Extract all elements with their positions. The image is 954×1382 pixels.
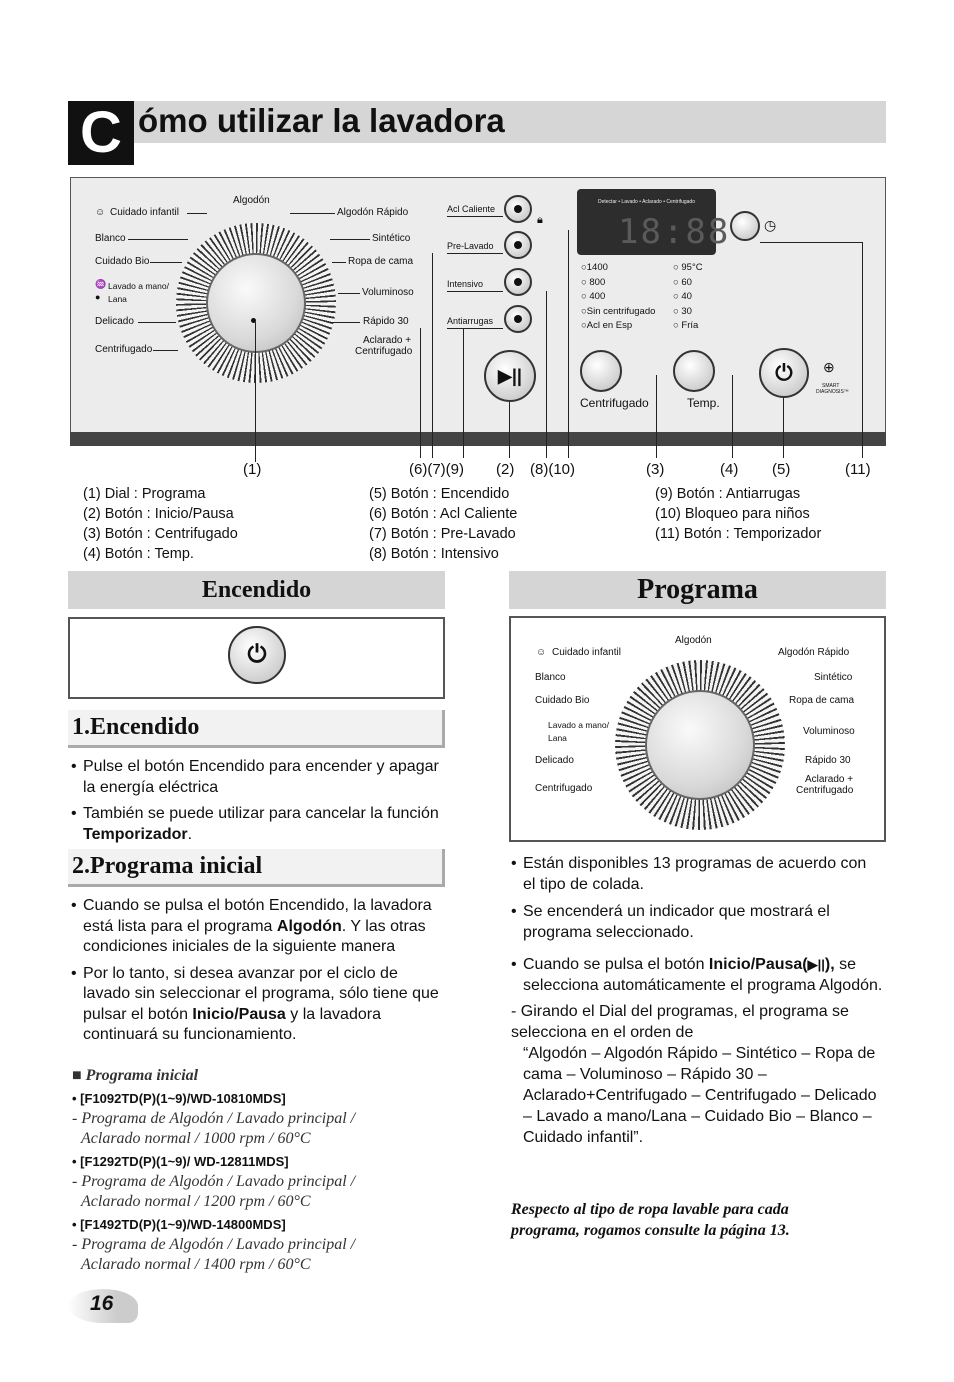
- bullet: • Pulse el botón Encendido para encender y apagar la energía eléctrica: [71, 757, 441, 798]
- temp-options: [673, 261, 703, 334]
- spin-button[interactable]: [580, 350, 622, 392]
- spin-option: ○ 800: [581, 276, 606, 288]
- callout-line: [420, 328, 421, 458]
- page-number: 16: [90, 1292, 114, 1315]
- legend-item: (8) Botón : Intensivo: [369, 546, 499, 562]
- callout-5: (5): [772, 461, 791, 478]
- legend-item: (9) Botón : Antiarrugas: [655, 486, 801, 502]
- note-text: Respecto al tipo de ropa lavable para cada programa, rogamos consulte la página 13.: [511, 1201, 790, 1239]
- leader-line: [290, 213, 335, 214]
- spin-option: ○1400: [581, 262, 608, 273]
- dial2-label-left-0: Cuidado infantil: [552, 647, 621, 658]
- leader-line: [128, 239, 188, 240]
- dial-label-left-4: Lana: [108, 294, 127, 304]
- pre-lavado-button[interactable]: [504, 231, 532, 259]
- callout-line: [432, 253, 433, 458]
- leader-line: [447, 328, 503, 329]
- panel-shadow: [70, 432, 886, 446]
- callout-line: [656, 375, 657, 458]
- leader-line: [447, 216, 503, 217]
- power-button[interactable]: ⏻: [759, 348, 809, 398]
- legend-col-1: [83, 484, 238, 564]
- side-button-label-0: Acl Caliente: [447, 204, 496, 214]
- dial-label-right-5: Aclarado +: [363, 335, 412, 346]
- page-title: ómo utilizar la lavadora: [138, 102, 505, 139]
- model-name: • [F1492TD(P)(1~9)/WD-14800MDS]: [72, 1217, 286, 1232]
- callout-11: (11): [845, 461, 871, 478]
- callout-line: [732, 375, 733, 458]
- dial2-label-left-5: Delicado: [535, 755, 574, 766]
- legend-item: (3) Botón : Centrifugado: [83, 526, 238, 542]
- display-status-row: Detectar • Lavado • Aclarado • Centrifugado: [598, 199, 695, 205]
- bullet: • Se encenderá un indicador que mostrará el programa seleccionado.: [511, 902, 883, 943]
- model-name: • [F1292TD(P)(1~9)/ WD-12811MDS]: [72, 1154, 289, 1169]
- temp-option: ○ 30: [673, 305, 692, 317]
- subheading-encendido: 1.Encendido: [68, 710, 445, 748]
- legend-item: (4) Botón : Temp.: [83, 546, 194, 562]
- start-pause-button[interactable]: ▶||: [484, 350, 536, 402]
- section-programa-title: Programa: [509, 571, 886, 609]
- dial2-label-right-4: Rápido 30: [805, 755, 851, 766]
- callout-2: (2): [496, 461, 515, 478]
- antiarrugas-button[interactable]: [504, 305, 532, 333]
- spin-button-label: Centrifugado: [580, 396, 649, 410]
- bullet: • Por lo tanto, si desea avanzar por el ciclo de lavado sin seleccionar el programa, sólo tiene que pulsar el botón Inicio/Pausa y la lavadora continuará su funcionamiento.: [71, 964, 443, 1046]
- leader-line: [150, 262, 182, 263]
- bullet: • Cuando se pulsa el botón Inicio/Pausa(▶||), se selecciona automáticamente el programa Algodón.: [511, 955, 883, 996]
- programa-inicial-heading: ■ Programa inicial: [72, 1067, 199, 1084]
- leader-line: [447, 291, 503, 292]
- dial-label-left-1: Blanco: [95, 233, 126, 244]
- intensivo-button[interactable]: [504, 268, 532, 296]
- timer-button[interactable]: [730, 211, 760, 241]
- bullet: • También se puede utilizar para cancelar la función Temporizador.: [71, 804, 441, 845]
- callout-line: [509, 402, 510, 458]
- side-button-label-1: Pre-Lavado: [447, 241, 494, 251]
- model-line: Aclarado normal / 1200 rpm / 60°C: [81, 1193, 311, 1210]
- temp-option: ○ Fría: [673, 320, 699, 331]
- dial-label-left-2: Cuidado Bio: [95, 256, 150, 267]
- spin-option: ○Sin centrifugado: [581, 305, 656, 317]
- callout-1: (1): [243, 461, 262, 478]
- legend-item: (6) Botón : Acl Caliente: [369, 506, 518, 522]
- play-pause-icon: ▶||: [807, 957, 825, 972]
- callout-4: (4): [720, 461, 739, 478]
- legend-item: (7) Botón : Pre-Lavado: [369, 526, 516, 542]
- spin-option: ○ 400: [581, 291, 606, 302]
- dial-label-right-4: Rápido 30: [363, 316, 409, 327]
- side-button-label-3: Antiarrugas: [447, 316, 494, 326]
- leader-line: [255, 322, 256, 462]
- spin-options: [581, 261, 655, 334]
- dial-illustration: [645, 690, 755, 800]
- callout-line: [862, 242, 863, 458]
- dial2-label-right-0: Algodón Rápido: [778, 647, 850, 658]
- leader-line: [153, 350, 178, 351]
- title-initial: C: [68, 101, 134, 165]
- smart-diagnosis-icon: ⊕: [823, 359, 835, 375]
- callout-line: [760, 242, 862, 243]
- encendido-text: [71, 757, 441, 851]
- child-lock-icon: 🔒︎: [537, 214, 543, 226]
- dial2-label-right-2: Ropa de cama: [789, 695, 855, 706]
- callout-3: (3): [646, 461, 665, 478]
- leader-line: [138, 322, 176, 323]
- leader-line: [330, 322, 360, 323]
- temp-option: ○ 40: [673, 291, 692, 302]
- legend-item: (10) Bloqueo para niños: [655, 506, 810, 522]
- dial-order-intro: - Girando el Dial del programas, el programa se selecciona en el orden de: [511, 1003, 849, 1041]
- dial-label-right-1: Sintético: [372, 233, 411, 244]
- callout-line: [463, 328, 464, 458]
- model-line: - Programa de Algodón / Lavado principal /: [72, 1110, 356, 1127]
- dial2-label-right-6: Centrifugado: [796, 785, 854, 796]
- dial2-label-left-2: Cuidado Bio: [535, 695, 590, 706]
- temp-button[interactable]: [673, 350, 715, 392]
- legend-item: (1) Dial : Programa: [83, 486, 206, 502]
- smart-label: SMART: [822, 383, 840, 389]
- legend-item: (11) Botón : Temporizador: [655, 526, 822, 542]
- programa-text: [511, 854, 883, 1148]
- program-order: “Algodón – Algodón Rápido – Sintético – Ropa de cama – Voluminoso – Rápido 30 – Aclarado+Centrifugado – Centrifugado – Delicado – Lavado a mano/Lana – Cuidado Bio – Blanco – Cuidado infantil”.: [523, 1045, 877, 1146]
- model-line: Aclarado normal / 1000 rpm / 60°C: [81, 1130, 311, 1147]
- dial2-label-right-5: Aclarado +: [805, 774, 854, 785]
- section-encendido-title: Encendido: [68, 571, 445, 609]
- leader-line: [338, 293, 360, 294]
- dial2-label-right-1: Sintético: [814, 672, 853, 683]
- dial2-label-right-3: Voluminoso: [803, 726, 855, 737]
- legend-item: (2) Botón : Inicio/Pausa: [83, 506, 234, 522]
- subheading-programa-inicial: 2.Programa inicial: [68, 849, 445, 887]
- leader-line: [187, 213, 207, 214]
- dial-label-right-0: Algodón Rápido: [337, 207, 409, 218]
- handwash-icon: ♒: [95, 279, 107, 289]
- dial-label-right-2: Ropa de cama: [348, 256, 414, 267]
- leader-line: [332, 262, 346, 263]
- temp-button-label: Temp.: [687, 396, 720, 410]
- dial2-label-left-1: Blanco: [535, 672, 566, 683]
- legend-item: (5) Botón : Encendido: [369, 486, 510, 502]
- dial-label-left-6: Centrifugado: [95, 344, 153, 355]
- spin-option: ○Acl en Esp: [581, 320, 633, 331]
- wool-icon: ●: [95, 292, 101, 302]
- callout-line: [783, 398, 784, 458]
- dial2-label-left-4: Lana: [548, 733, 567, 743]
- callout-line: [546, 291, 547, 458]
- model-name: • [F1092TD(P)(1~9)/WD-10810MDS]: [72, 1091, 286, 1106]
- callout-8-10: (8)(10): [530, 461, 576, 478]
- callout-6-7-9: (6)(7)(9): [409, 461, 464, 478]
- dial-label-right-6: Centrifugado: [355, 346, 413, 357]
- display-digits: 18:88: [618, 212, 731, 252]
- callout-line: [568, 230, 569, 458]
- model-line: - Programa de Algodón / Lavado principal /: [72, 1236, 356, 1253]
- dial2-label-top: Algodón: [675, 635, 712, 646]
- dial-label-right-3: Voluminoso: [362, 287, 414, 298]
- programa-inicial-text: [71, 896, 443, 1052]
- acl-caliente-button[interactable]: [504, 195, 532, 223]
- baby-icon: ☺: [95, 207, 106, 218]
- dial2-label-left-6: Centrifugado: [535, 783, 593, 794]
- temp-option: ○ 95°C: [673, 262, 703, 273]
- dial2-label-left-3: Lavado a mano/: [548, 720, 609, 730]
- dial-label-left-0: Cuidado infantil: [110, 207, 179, 218]
- program-dial: [206, 253, 306, 353]
- temp-option: ○ 60: [673, 276, 692, 288]
- baby-icon: ☺: [536, 647, 547, 658]
- power-button-illustration: ⏻: [228, 626, 286, 684]
- model-line: Aclarado normal / 1400 rpm / 60°C: [81, 1256, 311, 1273]
- bullet: • Cuando se pulsa el botón Encendido, la lavadora está lista para el programa Algodón. Y las otras condiciones iniciales de la siguiente manera: [71, 896, 443, 958]
- model-list: [72, 1089, 444, 1275]
- leader-line: [447, 253, 503, 254]
- legend-col-3: [655, 484, 821, 544]
- dial-label-left-5: Delicado: [95, 316, 134, 327]
- model-line: - Programa de Algodón / Lavado principal /: [72, 1173, 356, 1190]
- leader-line: [330, 239, 370, 240]
- dial-label-algodon: Algodón: [233, 195, 270, 206]
- side-button-label-2: Intensivo: [447, 279, 484, 289]
- diagnosis-label: DIAGNOSIS™: [816, 389, 849, 395]
- dial-label-left-3: Lavado a mano/: [108, 281, 169, 291]
- legend-col-2: [369, 484, 517, 564]
- bullet: • Están disponibles 13 programas de acuerdo con el tipo de colada.: [511, 854, 883, 895]
- clock-icon: ◷: [764, 217, 777, 233]
